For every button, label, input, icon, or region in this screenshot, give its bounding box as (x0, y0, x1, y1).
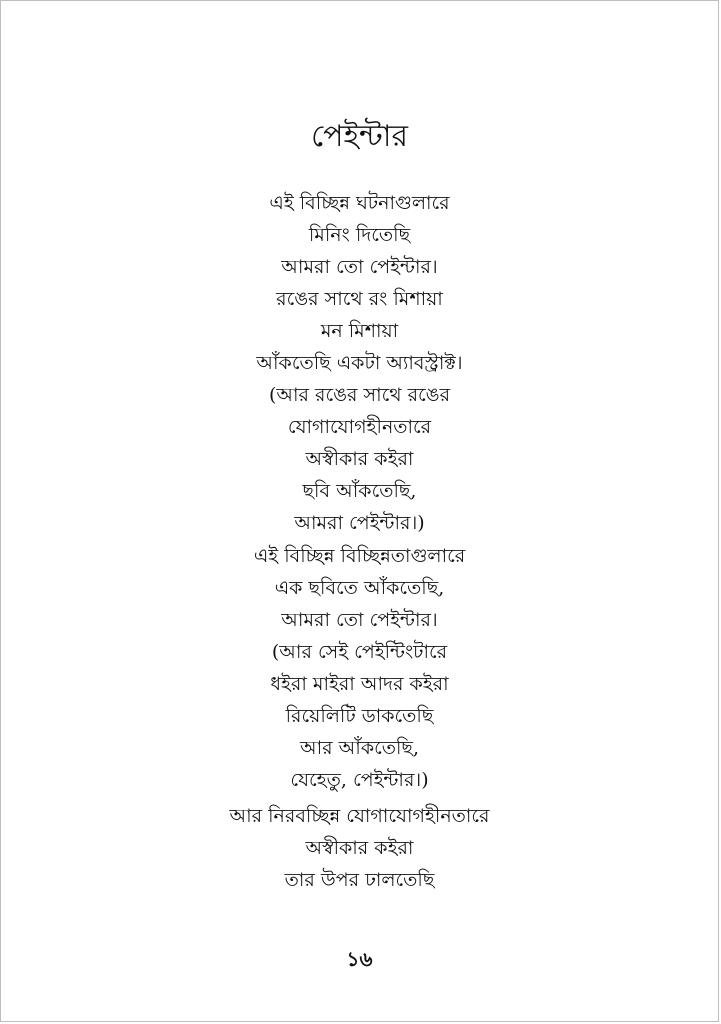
poem-line: এক ছবিতে আঁকতেছি, (274, 577, 445, 599)
poem-line: আঁকতেছি একটা অ্যাবস্ট্রাক্ট। (256, 352, 463, 374)
poem-line: ধইরা মাইরা আদর কইরা (270, 673, 449, 695)
poem-line: আমরা পেইন্টার।) (294, 512, 425, 534)
poem-line: মিনিং দিতেছি (308, 224, 411, 246)
poem-line: মন মিশায়া (320, 320, 399, 342)
page-number: ১৬ (346, 947, 373, 971)
poem-line: ছবি আঁকতেছি, (302, 480, 417, 502)
stanza-1 (1, 187, 718, 539)
stanza-2 (1, 540, 718, 796)
poem-line: (আর সেই পেইন্টিংটারে (271, 641, 448, 663)
poem-line: অস্বীকার কইরা (305, 837, 414, 859)
poem-line: আমরা তো পেইন্টার। (281, 609, 438, 631)
poem-line: আমরা তো পেইন্টার। (281, 256, 438, 278)
poem-line: এই বিচ্ছিন্ন বিচ্ছিন্নতাগুলারে (253, 545, 466, 567)
poem-line: আর নিরবচ্ছিন্ন যোগাযোগহীনতারে (229, 805, 490, 827)
poem-line: আর আঁকতেছি, (300, 737, 419, 759)
poem-line: এই বিচ্ছিন্ন ঘটনাগুলারে (269, 192, 450, 214)
stanza-3 (1, 800, 718, 896)
poem-line: রিয়েলিটি ডাকতেছি (285, 705, 434, 727)
poem-line: অস্বীকার কইরা (305, 448, 414, 470)
poem-title: পেইন্টার (311, 119, 408, 154)
poem-line: যেহেতু, পেইন্টার।) (290, 769, 429, 791)
poem-line: (আর রঙের সাথে রঙের (268, 384, 451, 406)
poem-line: রঙের সাথে রং মিশায়া (276, 288, 443, 310)
poem-line: যোগাযোগহীনতারে (287, 416, 432, 438)
poem-line: তার উপর ঢালতেছি (284, 869, 435, 891)
